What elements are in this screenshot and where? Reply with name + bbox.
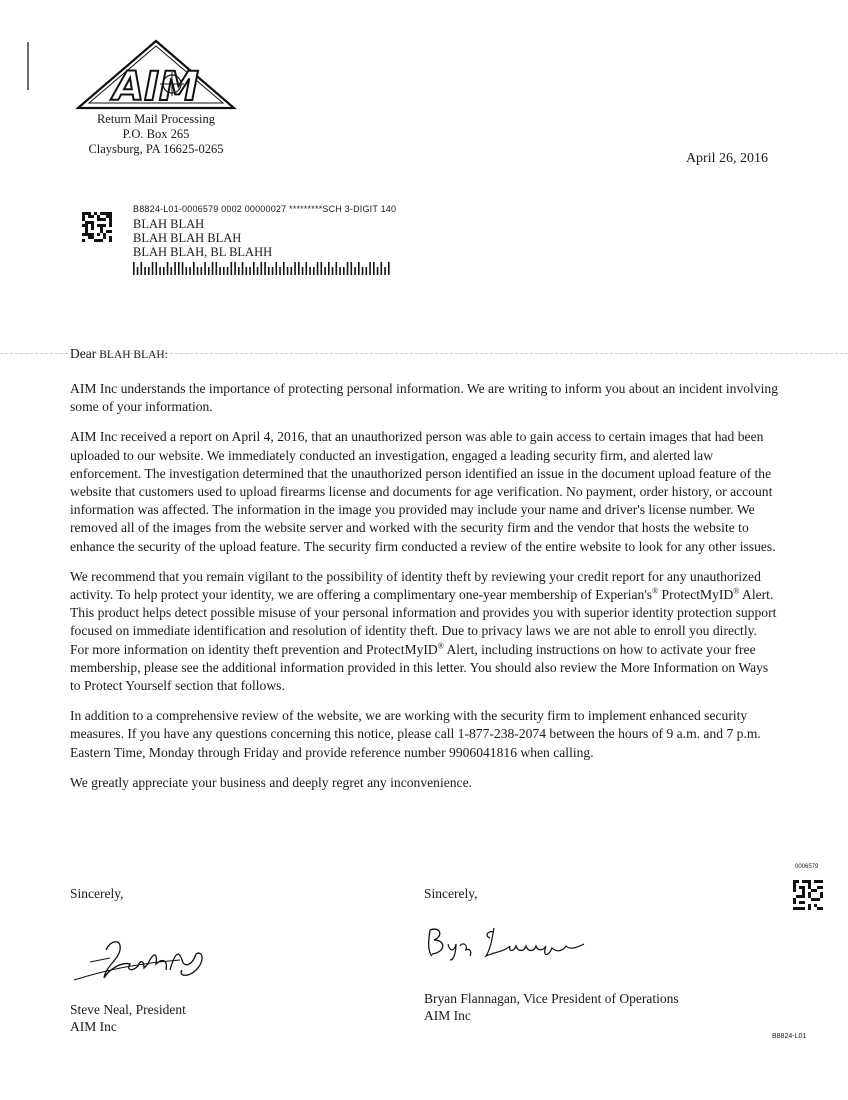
signature-bryan-flannagan	[424, 922, 592, 962]
letter-body	[70, 380, 778, 804]
barcode-bar	[339, 267, 341, 275]
barcode-bar	[197, 267, 199, 275]
barcode-bar	[279, 267, 281, 275]
salutation-name: BLAH BLAH:	[99, 349, 168, 361]
barcode-bar	[291, 267, 293, 275]
barcode-bar	[268, 267, 270, 275]
barcode-bar	[328, 262, 330, 275]
barcode-bar	[174, 262, 176, 275]
barcode-bar	[193, 262, 195, 275]
recipient-line: BLAH BLAH BLAH	[133, 231, 242, 245]
barcode-bar	[182, 262, 184, 275]
return-line: Claysburg, PA 16625-0265	[88, 142, 224, 156]
barcode-bar	[302, 267, 304, 275]
barcode-bar	[362, 267, 364, 275]
recipient-line: BLAH BLAH, BL BLAHH	[133, 245, 273, 259]
salutation	[70, 346, 168, 362]
barcode-bar	[238, 267, 240, 275]
barcode-bar	[212, 262, 214, 275]
barcode-bar	[264, 262, 266, 275]
paragraph-text: Alert. This product helps detect possible misuse of your personal information and provides you with superior identity protection support focused on immediate identification and resolution of identity theft. Due to privacy laws we are not able to enroll you directly. For more information on identity theft prevention and ProtectMyID	[70, 587, 777, 657]
barcode-bar	[137, 267, 139, 275]
return-line: Return Mail Processing	[96, 112, 216, 126]
barcode-bar	[253, 262, 255, 275]
barcode-bar	[186, 267, 188, 275]
barcode-bar	[163, 267, 165, 275]
barcode-bar	[384, 267, 386, 275]
paragraph-text: We recommend that you remain vigilant to the possibility of identity theft by reviewing your credit report for any unauthorized activity. To help protect your identity, we are offering a complimentary one-year membership of Experian's	[70, 568, 761, 603]
barcode-bar	[276, 262, 278, 275]
barcode-bar	[313, 267, 315, 275]
signer-org: AIM Inc	[424, 1008, 471, 1023]
paragraph-text: ProtectMyID	[658, 587, 734, 603]
barcode-bar	[336, 262, 338, 275]
registered-mark: ®	[733, 586, 740, 596]
closing-right: Sincerely,	[424, 886, 478, 901]
barcode-bar	[343, 267, 345, 275]
aim-logo	[74, 38, 238, 112]
postal-barcode	[133, 262, 395, 275]
barcode-bar	[381, 262, 383, 275]
signer-name: Bryan Flannagan, Vice President of Operations	[424, 991, 679, 1006]
barcode-bar	[347, 262, 349, 275]
barcode-bar	[388, 262, 390, 275]
paragraph-recommendation	[70, 568, 778, 695]
closing-left: Sincerely,	[70, 886, 124, 901]
barcode-bar	[234, 262, 236, 275]
barcode-bar	[309, 267, 311, 275]
barcode-bar	[354, 267, 356, 275]
datamatrix-code-icon	[82, 212, 112, 242]
paragraph-text: Alert, including instructions on how to activate your free membership, please see the additional information provided in this letter. You should also review the More Information on Ways to Protect Yourself section that follows.	[70, 641, 769, 694]
barcode-bar	[189, 267, 191, 275]
barcode-bar	[373, 262, 375, 275]
barcode-bar	[227, 267, 229, 275]
barcode-bar	[369, 262, 371, 275]
barcode-bar	[257, 267, 259, 275]
barcode-bar	[242, 262, 244, 275]
barcode-bar	[152, 262, 154, 275]
paragraph-measures: In addition to a comprehensive review of the website, we are working with the security firm to implement enhanced security measures. If you have any questions concerning this notice, please call 1-877-238-2074 between the hours of 9 a.m. and 7 p.m. Eastern Time, Monday through Friday and provide reference number 9906041816 when calling.	[70, 708, 761, 760]
barcode-bar	[272, 267, 274, 275]
barcode-bar	[317, 262, 319, 275]
barcode-bar	[294, 262, 296, 275]
barcode-bar	[287, 267, 289, 275]
return-line: P.O. Box 265	[122, 127, 190, 141]
mail-barcode-text: B8824-L01-0006579 0002 00000027 *********SCH 3-DIGIT 140	[133, 204, 397, 214]
paragraph-incident: AIM Inc received a report on April 4, 2016, that an unauthorized person was able to gain access to certain images that had been uploaded to our website. We immediately conducted an investigation, engaged a leading security firm, and alerted law enforcement. The investigation determined that the unauthorized person identified an issue in the document upload feature of the website that customers used to upload firearms license and documents for age verification. No payment, order history, or account information was affected. The information in the image you provided may include your name and driver's license number. We removed all of the images from the website server and worked with the security firm and the vendor that hosts the website to enhance the security of the upload feature. The security firm conducted a review of the entire website to look for any other issues.	[70, 429, 776, 554]
registered-mark: ®	[652, 586, 659, 596]
signer-right	[424, 990, 679, 1024]
paragraph-intro: AIM Inc understands the importance of protecting personal information. We are writing to inform you about an incident involving some of your information.	[70, 381, 778, 415]
margin-mark	[27, 42, 29, 90]
barcode-bar	[377, 267, 379, 275]
letter-date: April 26, 2016	[685, 151, 768, 166]
barcode-bar	[204, 262, 206, 275]
barcode-bar	[133, 262, 135, 275]
datamatrix-code-icon	[793, 880, 823, 910]
barcode-bar	[156, 262, 158, 275]
signature-steve-neal	[70, 920, 212, 990]
barcode-bar	[366, 267, 368, 275]
footer-code: B8824-L01	[772, 1033, 807, 1040]
salutation-prefix: Dear	[70, 346, 97, 361]
recipient-line: BLAH BLAH	[133, 217, 205, 231]
signer-name: Steve Neal, President	[70, 1002, 186, 1017]
barcode-bar	[216, 262, 218, 275]
barcode-bar	[178, 262, 180, 275]
barcode-bar	[148, 267, 150, 275]
barcode-bar	[159, 267, 161, 275]
barcode-bar	[324, 267, 326, 275]
barcode-bar	[219, 267, 221, 275]
barcode-bar	[358, 262, 360, 275]
barcode-bar	[167, 262, 169, 275]
svg-text:AIM: AIM	[113, 64, 199, 110]
barcode-bar	[351, 262, 353, 275]
signer-left	[70, 1001, 186, 1035]
barcode-bar	[208, 267, 210, 275]
recipient-address	[133, 217, 272, 259]
barcode-bar	[171, 267, 173, 275]
signer-org: AIM Inc	[70, 1019, 117, 1034]
barcode-bar	[231, 262, 233, 275]
barcode-bar	[283, 262, 285, 275]
barcode-bar	[201, 267, 203, 275]
return-address	[56, 112, 256, 157]
barcode-bar	[306, 262, 308, 275]
barcode-bar	[141, 262, 143, 275]
paragraph-closing: We greatly appreciate your business and deeply regret any inconvenience.	[70, 774, 473, 790]
registered-mark: ®	[437, 641, 444, 651]
barcode-bar	[246, 267, 248, 275]
barcode-bar	[249, 267, 251, 275]
qr-label: 0006579	[795, 864, 819, 870]
barcode-bar	[298, 262, 300, 275]
barcode-bar	[223, 267, 225, 275]
barcode-bar	[332, 267, 334, 275]
barcode-bar	[144, 267, 146, 275]
barcode-bar	[321, 262, 323, 275]
barcode-bar	[261, 262, 263, 275]
